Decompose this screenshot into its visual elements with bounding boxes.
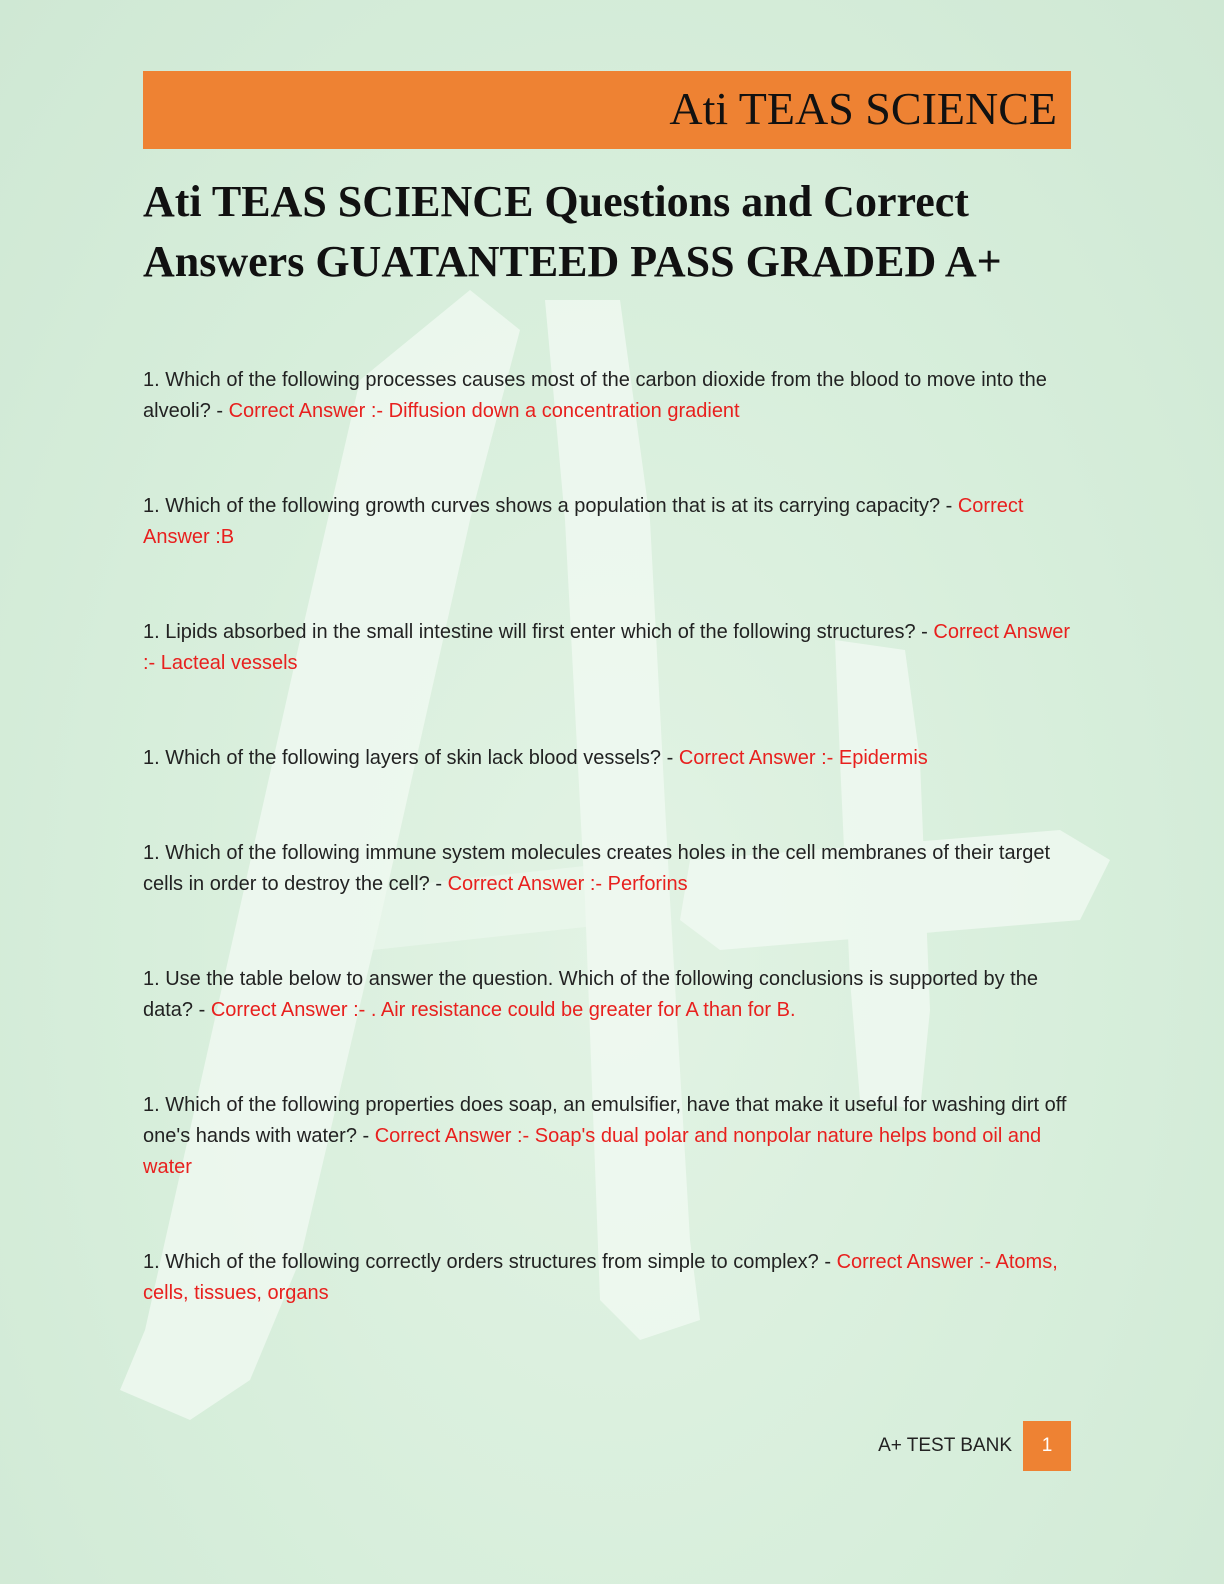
question-text: 1. Which of the following immune system molecules creates holes in the cell membranes of their target cells in order to destroy the cell? - — [143, 842, 1051, 895]
qa-item — [143, 365, 1073, 427]
question-text: 1. Which of the following growth curves shows a population that is at its carrying capacity? - — [143, 495, 958, 517]
qa-item — [143, 838, 1073, 900]
correct-answer: Correct Answer :- Epidermis — [678, 747, 928, 769]
page-number-badge: 1 — [1023, 1421, 1071, 1471]
question-text: 1. Which of the following layers of skin lack blood vessels? - — [143, 747, 679, 769]
qa-item — [143, 1090, 1073, 1183]
header-title: Ati TEAS SCIENCE — [669, 83, 1057, 134]
question-text: 1. Lipids absorbed in the small intestine will first enter which of the following structures? - — [143, 621, 934, 643]
qa-item — [143, 617, 1073, 679]
correct-answer: Correct Answer :B — [143, 495, 1024, 548]
correct-answer: Correct Answer :- Diffusion down a concentration gradient — [228, 400, 740, 422]
header-band — [143, 71, 1071, 149]
footer-label: A+ TEST BANK — [878, 1435, 1012, 1456]
question-list — [143, 365, 1073, 1309]
question-text: 1. Which of the following correctly orders structures from simple to complex? - — [143, 1251, 837, 1273]
question-text: 1. Which of the following processes causes most of the carbon dioxide from the blood to move into the alveoli? - — [143, 369, 1047, 422]
correct-answer: Correct Answer :- Soap's dual polar and nonpolar nature helps bond oil and water — [143, 1125, 1042, 1178]
document-title: Ati TEAS SCIENCE Questions and Correct Answers GUATANTEED PASS GRADED A+ — [143, 177, 1002, 286]
qa-item — [143, 964, 1073, 1026]
qa-item — [143, 1247, 1073, 1309]
qa-item — [143, 491, 1073, 553]
question-text: 1. Use the table below to answer the question. Which of the following conclusions is supported by the data? - — [143, 968, 1038, 1021]
correct-answer: Correct Answer :- . Air resistance could be greater for A than for B. — [210, 999, 796, 1021]
qa-item — [143, 743, 1073, 774]
correct-answer: Correct Answer :- Perforins — [447, 873, 688, 895]
correct-answer: Correct Answer :- Lacteal vessels — [143, 621, 1071, 674]
question-text: 1. Which of the following properties does soap, an emulsifier, have that make it useful for washing dirt off one's hands with water? - — [143, 1094, 1067, 1147]
correct-answer: Correct Answer :- Atoms, cells, tissues, organs — [143, 1251, 1058, 1304]
page-footer — [878, 1421, 1071, 1471]
